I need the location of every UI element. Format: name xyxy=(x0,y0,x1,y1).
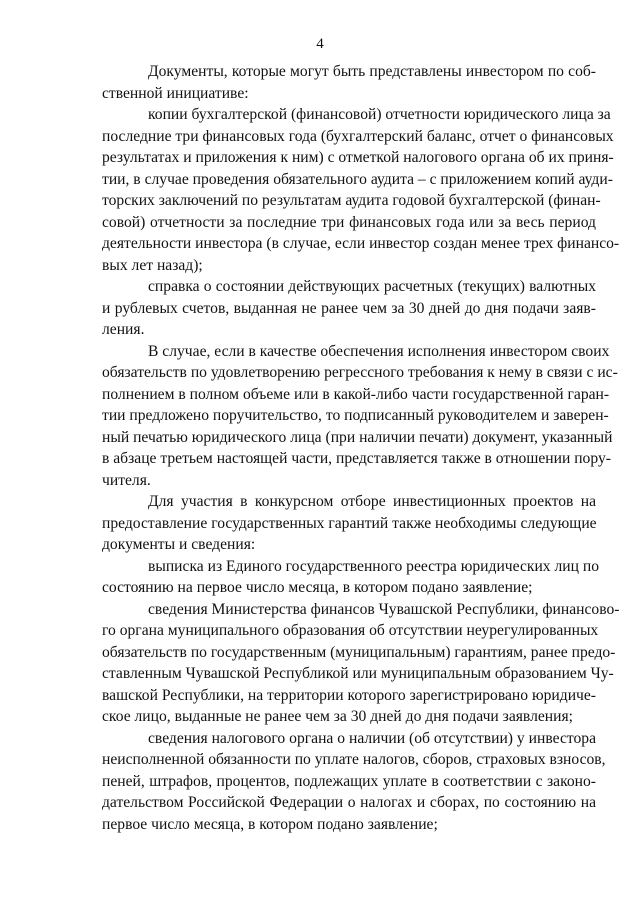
text-line: неисполненной обязанности по уплате налогов, сборов, страховых взносов, xyxy=(102,751,606,768)
page-number: 4 xyxy=(316,36,324,52)
text-line: обязательств по удовлетворению регрессного требования к нему в связи с ис- xyxy=(102,364,618,381)
text-line: тии предложено поручительство, то подписанный руководителем и заверен- xyxy=(102,407,609,424)
text-line: Документы, которые могут быть представлены инвестором по соб- xyxy=(148,63,596,80)
text-line: тии, в случае проведения обязательного аудита – с приложением копий ауди- xyxy=(102,170,613,188)
text-line: выписка из Единого государственного реестра юридических лиц по xyxy=(148,557,599,575)
paragraph xyxy=(102,61,596,104)
document-body xyxy=(102,61,620,835)
text-line: результатах и приложения к ним) с отметкой налогового органа об их приня- xyxy=(102,149,614,166)
text-line: ления. xyxy=(102,321,145,338)
text-line: справка о состоянии действующих расчетных (текущих) валютных xyxy=(148,278,596,295)
text-line: состоянию на первое число месяца, в котором подано заявление; xyxy=(102,579,533,596)
paragraph xyxy=(102,728,606,836)
text-line: последние три финансовых года (бухгалтерский баланс, отчет о финансовых xyxy=(102,127,614,145)
text-line: ское лицо, выданные не ранее чем за 30 дней до дня подачи заявления; xyxy=(102,708,573,725)
text-line: го органа муниципального образования об отсутствии неурегулированных xyxy=(102,622,599,639)
text-line: Для участия в конкурсном отборе инвестиционных проектов на xyxy=(148,493,596,510)
text-line: деятельности инвестора (в случае, если инвестор создан менее трех финансо- xyxy=(102,235,620,252)
text-line: торских заключений по результатам аудита годовой бухгалтерской (финан- xyxy=(102,192,601,209)
text-line: в абзаце третьем настоящей части, представляется также в отношении пору- xyxy=(102,450,611,467)
text-line: предоставление государственных гарантий также необходимы следующие xyxy=(102,514,597,532)
text-line: копии бухгалтерской (финансовой) отчетности юридического лица за xyxy=(148,106,611,123)
text-line: ственной инициативе: xyxy=(102,84,249,102)
text-line: обязательств по государственным (муниципальным) гарантиям, ранее предо- xyxy=(102,643,616,661)
text-line: вых лет назад); xyxy=(102,256,203,274)
text-line: ставленным Чувашской Республикой или муниципальным образованием Чу- xyxy=(102,665,614,682)
text-line: первое число месяца, в котором подано заявление; xyxy=(102,815,438,833)
paragraph xyxy=(102,104,620,276)
text-line: дательством Российской Федерации о налогах и сборах, по состоянию на xyxy=(102,794,596,811)
text-line: ный печатью юридического лица (при наличии печати) документ, указанный xyxy=(102,428,613,446)
text-line: сведения налогового органа о наличии (об отсутствии) у инвестора xyxy=(148,729,596,747)
paragraph xyxy=(102,341,618,492)
text-line: пеней, штрафов, процентов, подлежащих уплате в соответствии с законо- xyxy=(102,772,596,790)
text-line: вашской Республики, на территории которого зарегистрировано юридиче- xyxy=(102,686,596,704)
paragraph xyxy=(102,599,620,728)
text-line: совой) отчетности за последние три финансовых года или за весь период xyxy=(102,213,596,231)
text-line: чителя. xyxy=(102,471,151,489)
text-line: документы и сведения: xyxy=(102,536,256,553)
text-line: В случае, если в качестве обеспечения исполнения инвестором своих xyxy=(148,342,610,360)
paragraph xyxy=(102,556,599,599)
paragraph xyxy=(102,491,596,556)
text-line: и рублевых счетов, выданная не ранее чем за 30 дней до дня подачи заяв- xyxy=(102,299,596,317)
text-line: сведения Министерства финансов Чувашской Республики, финансово- xyxy=(148,600,620,618)
text-line: полнением в полном объеме или в какой-либо части государственной гаран- xyxy=(102,385,610,403)
paragraph xyxy=(102,276,596,341)
